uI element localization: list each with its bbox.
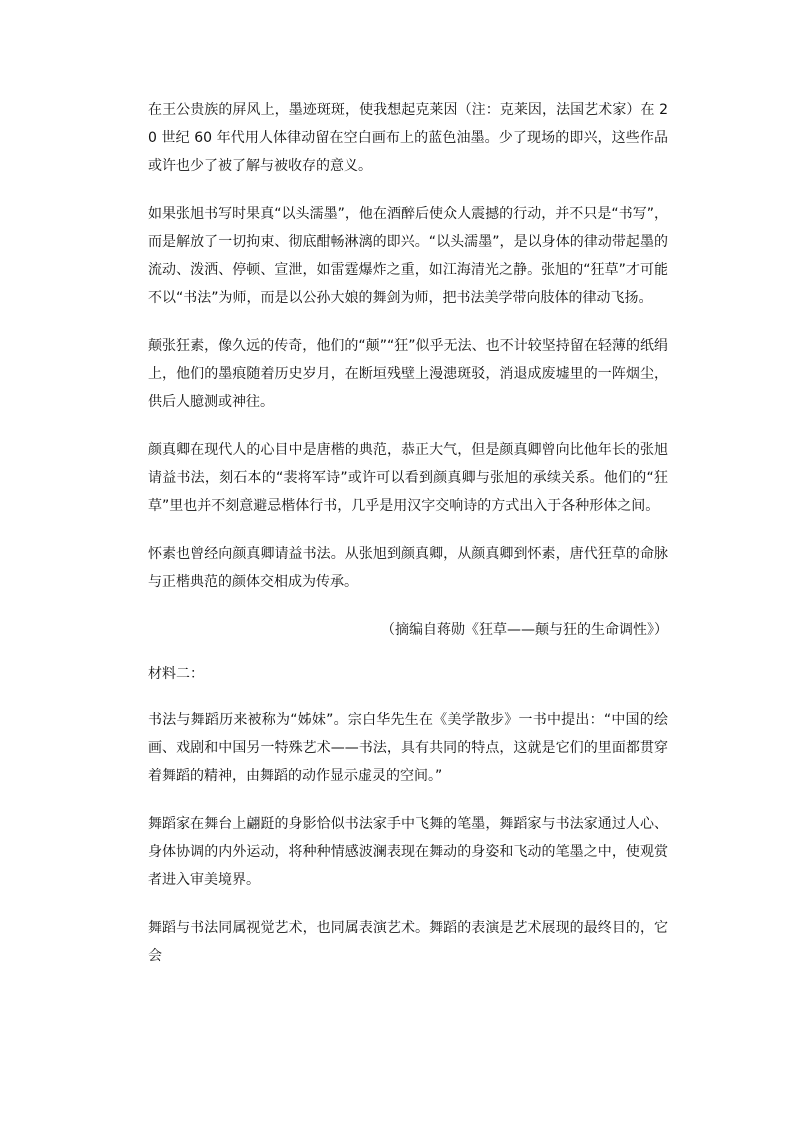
paragraph-6: 书法与舞蹈历来被称为“姊妹”。宗白华先生在《美学散步》一书中提出：“中国的绘画、戏剧和中国另一特殊艺术——书法，具有共同的特点，这就是它们的里面都贯穿着舞蹈的精神，由舞蹈的动作显示虚灵的空间。” xyxy=(148,712,668,784)
paragraph-1: 在王公贵族的屏风上，墨迹斑斑，使我想起克莱因（注：克莱因，法国艺术家）在 20 世纪 60 年代用人体律动留在空白画布上的蓝色油墨。少了现场的即兴，这些作品或许也少了被了解与被收存的意义。 xyxy=(148,102,668,174)
article-body xyxy=(148,96,668,990)
paragraph-5: 怀素也曾经向颜真卿请益书法。从张旭到颜真卿，从颜真卿到怀素，唐代狂草的命脉与正楷典范的颜体交相成为传承。 xyxy=(148,546,668,590)
paragraph-3: 颠张狂素，像久远的传奇，他们的“颠”“狂”似乎无法、也不计较坚持留在轻薄的纸绢上，他们的墨痕随着历史岁月，在断垣残壁上漫漶斑驳，消退成废墟里的一阵烟尘，供后人臆测或神往。 xyxy=(148,338,668,410)
paragraph-2: 如果张旭书写时果真“以头濡墨”，他在酒醉后使众人震撼的行动，并不只是“书写”，而是解放了一切拘束、彻底酣畅淋漓的即兴。“以头濡墨”，是以身体的律动带起墨的流动、泼洒、停顿、宣泄，如雷霆爆炸之重，如江海清光之静。张旭的“狂草”才可能不以“书法”为师，而是以公孙大娘的舞剑为师，把书法美学带向肢体的律动飞扬。 xyxy=(148,206,668,306)
paragraph-8: 舞蹈与书法同属视觉艺术，也同属表演艺术。舞蹈的表演是艺术展现的最终目的，它会 xyxy=(148,920,668,964)
paragraph-4: 颜真卿在现代人的心目中是唐楷的典范，恭正大气，但是颜真卿曾向比他年长的张旭请益书法，刻石本的“裴将军诗”或许可以看到颜真卿与张旭的承续关系。他们的“狂草”里也并不刻意避忌楷体行书，几乎是用汉字交响诗的方式出入于各种形体之间。 xyxy=(148,442,668,514)
material-two-heading: 材料二： xyxy=(148,666,204,682)
source-citation: （摘编自蒋勋《狂草——颠与狂的生命调性》） xyxy=(381,622,668,638)
paragraph-7: 舞蹈家在舞台上翩跹的身影恰似书法家手中飞舞的笔墨，舞蹈家与书法家通过人心、身体协调的内外运动，将种种情感波澜表现在舞动的身姿和飞动的笔墨之中，使观赏者进入审美境界。 xyxy=(148,816,668,888)
